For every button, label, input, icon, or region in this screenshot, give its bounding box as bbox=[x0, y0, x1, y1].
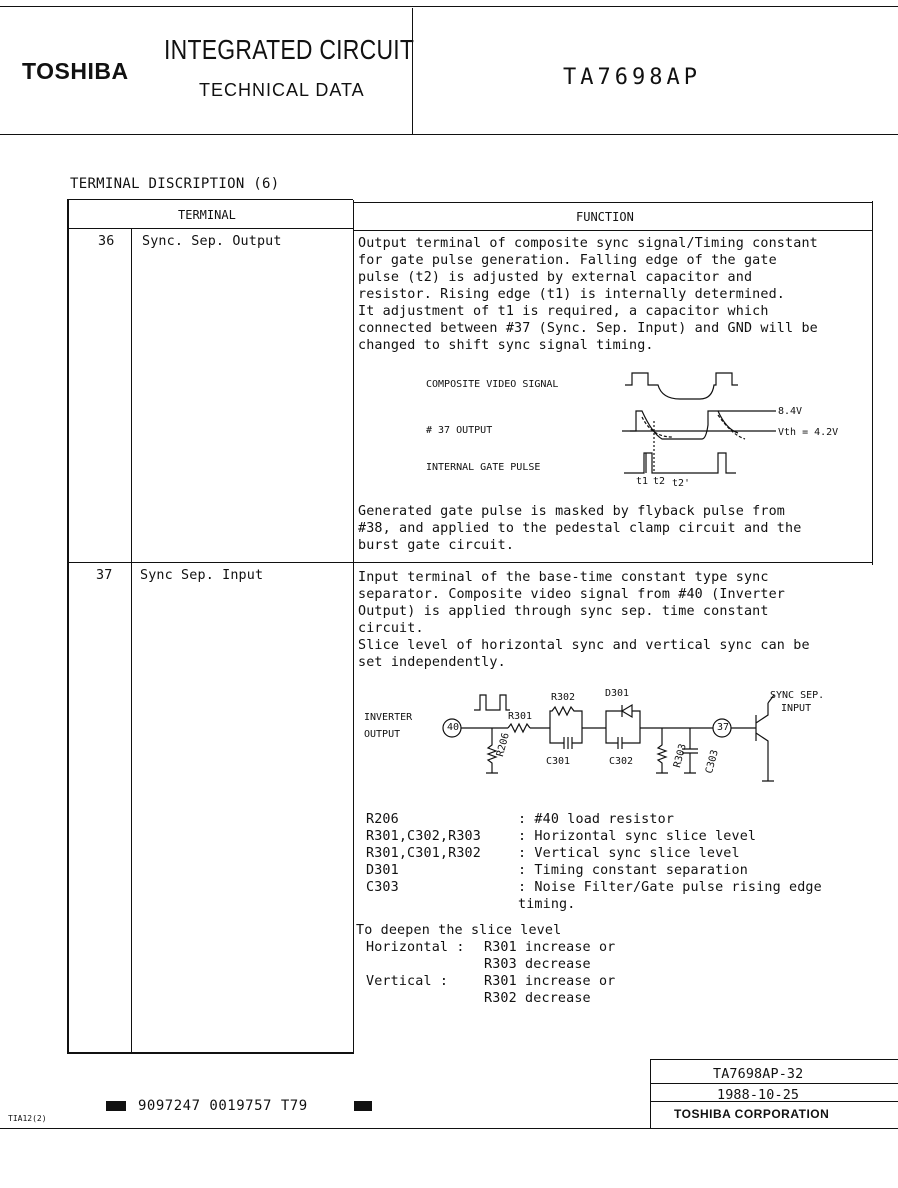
c302-capacitor bbox=[606, 728, 640, 749]
voltage-threshold-label: Vth = 4.2V bbox=[778, 427, 839, 438]
deepen-text: R301 increase or bbox=[484, 940, 616, 955]
t1-label: t1 bbox=[636, 476, 649, 487]
deepen-label: Horizontal : bbox=[366, 940, 465, 955]
input-label: INPUT bbox=[781, 703, 812, 714]
table-left-border bbox=[67, 199, 69, 1053]
part-number: TA7698AP bbox=[563, 65, 701, 90]
component-ref: R301,C301,R302 bbox=[366, 846, 481, 861]
component-item bbox=[366, 828, 822, 845]
sync-separator-circuit bbox=[430, 685, 790, 795]
output-trace bbox=[630, 411, 738, 439]
input-arrow bbox=[768, 695, 774, 703]
text-line: connected between #37 (Sync. Sep. Input) and GND will be bbox=[358, 321, 818, 336]
component-ref: C303 bbox=[366, 880, 399, 895]
text-line: #38, and applied to the pedestal clamp circuit and the bbox=[358, 521, 802, 536]
deepen-item bbox=[366, 956, 615, 973]
text-line: changed to shift sync signal timing. bbox=[358, 338, 654, 353]
component-desc: timing. bbox=[518, 897, 576, 912]
function-text bbox=[358, 235, 818, 354]
component-ref: D301 bbox=[366, 863, 399, 878]
c303-capacitor bbox=[682, 728, 698, 773]
text-line: Output terminal of composite sync signal/Timing constant bbox=[358, 236, 818, 251]
component-desc: : Vertical sync slice level bbox=[518, 846, 740, 861]
pin-column-divider bbox=[131, 228, 132, 1053]
column-header-function: FUNCTION bbox=[576, 210, 634, 224]
brand-logo: TOSHIBA bbox=[22, 58, 129, 84]
table-right-border bbox=[872, 201, 873, 565]
pin-number: 36 bbox=[98, 234, 115, 249]
pin-name: Sync Sep. Input bbox=[140, 568, 264, 583]
deepen-list bbox=[366, 939, 615, 1007]
deepen-label bbox=[366, 956, 484, 973]
text-line: set independently. bbox=[358, 655, 506, 670]
deepen-text: R301 increase or bbox=[484, 974, 616, 989]
barcode-block-right bbox=[354, 1101, 372, 1111]
table-top-border-right bbox=[353, 202, 873, 203]
doc-type-subtitle: TECHNICAL DATA bbox=[199, 80, 365, 100]
text-line: burst gate circuit. bbox=[358, 538, 515, 553]
deepen-text: R302 decrease bbox=[484, 991, 591, 1006]
r206-label: R206 bbox=[495, 731, 512, 758]
component-item bbox=[366, 896, 822, 913]
d301-diode bbox=[606, 705, 640, 728]
section-title: TERMINAL DISCRIPTION (6) bbox=[70, 176, 280, 192]
c303-label: C303 bbox=[704, 748, 721, 775]
corporation-name: TOSHIBA CORPORATION bbox=[674, 1107, 830, 1121]
footer-bottom-rule bbox=[0, 1128, 898, 1129]
r301-resistor bbox=[508, 724, 530, 732]
timing-waveform-diagram bbox=[600, 365, 780, 480]
component-list bbox=[366, 811, 822, 913]
t2-prime-label: t2' bbox=[672, 478, 691, 489]
r206-resistor bbox=[486, 728, 498, 773]
t2-label: t2 bbox=[653, 476, 666, 487]
pin40-label: 40 bbox=[447, 722, 460, 733]
component-item bbox=[366, 879, 822, 896]
barcode-block-left bbox=[106, 1101, 126, 1111]
r301-label: R301 bbox=[508, 711, 533, 722]
deepen-label: Vertical : bbox=[366, 974, 449, 989]
function-text-2 bbox=[358, 503, 801, 554]
deepen-item bbox=[366, 990, 615, 1007]
doc-date: 1988-10-25 bbox=[717, 1088, 800, 1103]
text-line: circuit. bbox=[358, 621, 424, 636]
footer-box-top bbox=[650, 1059, 898, 1060]
c302-label: C302 bbox=[609, 756, 634, 767]
component-ref bbox=[366, 896, 518, 913]
component-desc: : Noise Filter/Gate pulse rising edge bbox=[518, 880, 822, 895]
text-line: separator. Composite video signal from #40 (Inverter bbox=[358, 587, 786, 602]
waveform-label-output: # 37 OUTPUT bbox=[426, 425, 493, 436]
component-ref: R206 bbox=[366, 812, 399, 827]
component-ref: R301,C302,R303 bbox=[366, 829, 481, 844]
deepen-text: R303 decrease bbox=[484, 957, 591, 972]
r303-resistor bbox=[656, 728, 668, 773]
header-row-rule-right bbox=[353, 230, 873, 231]
text-line: for gate pulse generation. Falling edge of the gate bbox=[358, 253, 777, 268]
voltage-high-label: 8.4V bbox=[778, 406, 803, 417]
text-line: Generated gate pulse is masked by flyback pulse from bbox=[358, 504, 786, 519]
deepen-item bbox=[366, 973, 615, 990]
component-item bbox=[366, 845, 822, 862]
text-line: It adjustment of t1 is required, a capacitor which bbox=[358, 304, 769, 319]
text-line: Output) is applied through sync sep. time constant bbox=[358, 604, 769, 619]
header-bottom-rule bbox=[0, 134, 898, 135]
table-top-border-left bbox=[67, 199, 353, 200]
gate-pulse-trace bbox=[624, 453, 736, 473]
text-line: Input terminal of the base-time constant type sync bbox=[358, 570, 769, 585]
component-desc: : Timing constant separation bbox=[518, 863, 748, 878]
pin-number: 37 bbox=[96, 568, 113, 583]
component-item bbox=[366, 862, 822, 879]
column-header-terminal: TERMINAL bbox=[178, 208, 236, 222]
component-item bbox=[366, 811, 822, 828]
row-divider bbox=[68, 562, 872, 563]
r303-label: R303 bbox=[672, 742, 689, 769]
pin-name: Sync. Sep. Output bbox=[142, 234, 282, 249]
d301-label: D301 bbox=[605, 688, 630, 699]
c301-capacitor bbox=[550, 728, 582, 749]
composite-video-trace bbox=[625, 373, 738, 399]
component-desc: : Horizontal sync slice level bbox=[518, 829, 757, 844]
doc-number: TA7698AP-32 bbox=[713, 1067, 804, 1082]
pin37-terminal bbox=[713, 719, 731, 737]
doc-type-title: INTEGRATED CIRCUIT bbox=[164, 34, 415, 65]
transistor bbox=[731, 703, 774, 781]
function-text bbox=[358, 569, 810, 671]
header-row-rule-left bbox=[68, 228, 354, 229]
r302-resistor bbox=[550, 707, 582, 728]
waveform-label-gate: INTERNAL GATE PULSE bbox=[426, 462, 541, 473]
deepen-item bbox=[366, 939, 615, 956]
pin40-terminal bbox=[443, 719, 461, 737]
deepen-label bbox=[366, 990, 484, 1007]
table-bottom-border bbox=[67, 1052, 354, 1054]
r302-label: R302 bbox=[551, 692, 576, 703]
header-top-rule bbox=[0, 6, 898, 7]
waveform-label-video: COMPOSITE VIDEO SIGNAL bbox=[426, 379, 559, 390]
footer-box-rule bbox=[650, 1083, 898, 1084]
deepen-title: To deepen the slice level bbox=[356, 923, 562, 938]
inverter-label: INVERTER bbox=[364, 712, 413, 723]
pin37-label: 37 bbox=[717, 722, 730, 733]
text-line: pulse (t2) is adjusted by external capacitor and bbox=[358, 270, 753, 285]
output-label: OUTPUT bbox=[364, 729, 401, 740]
function-column-divider bbox=[353, 200, 354, 1053]
input-pulse-icon bbox=[474, 695, 510, 710]
corner-code: TIA12(2) bbox=[8, 1114, 47, 1123]
component-desc: : #40 load resistor bbox=[518, 812, 675, 827]
barcode-number: 9097247 0019757 T79 bbox=[138, 1098, 308, 1114]
header-divider bbox=[412, 8, 413, 134]
footer-box-left bbox=[650, 1059, 651, 1129]
sync-sep-label: SYNC SEP. bbox=[770, 690, 825, 701]
text-line: Slice level of horizontal sync and vertical sync can be bbox=[358, 638, 810, 653]
c301-label: C301 bbox=[546, 756, 571, 767]
text-line: resistor. Rising edge (t1) is internally determined. bbox=[358, 287, 786, 302]
